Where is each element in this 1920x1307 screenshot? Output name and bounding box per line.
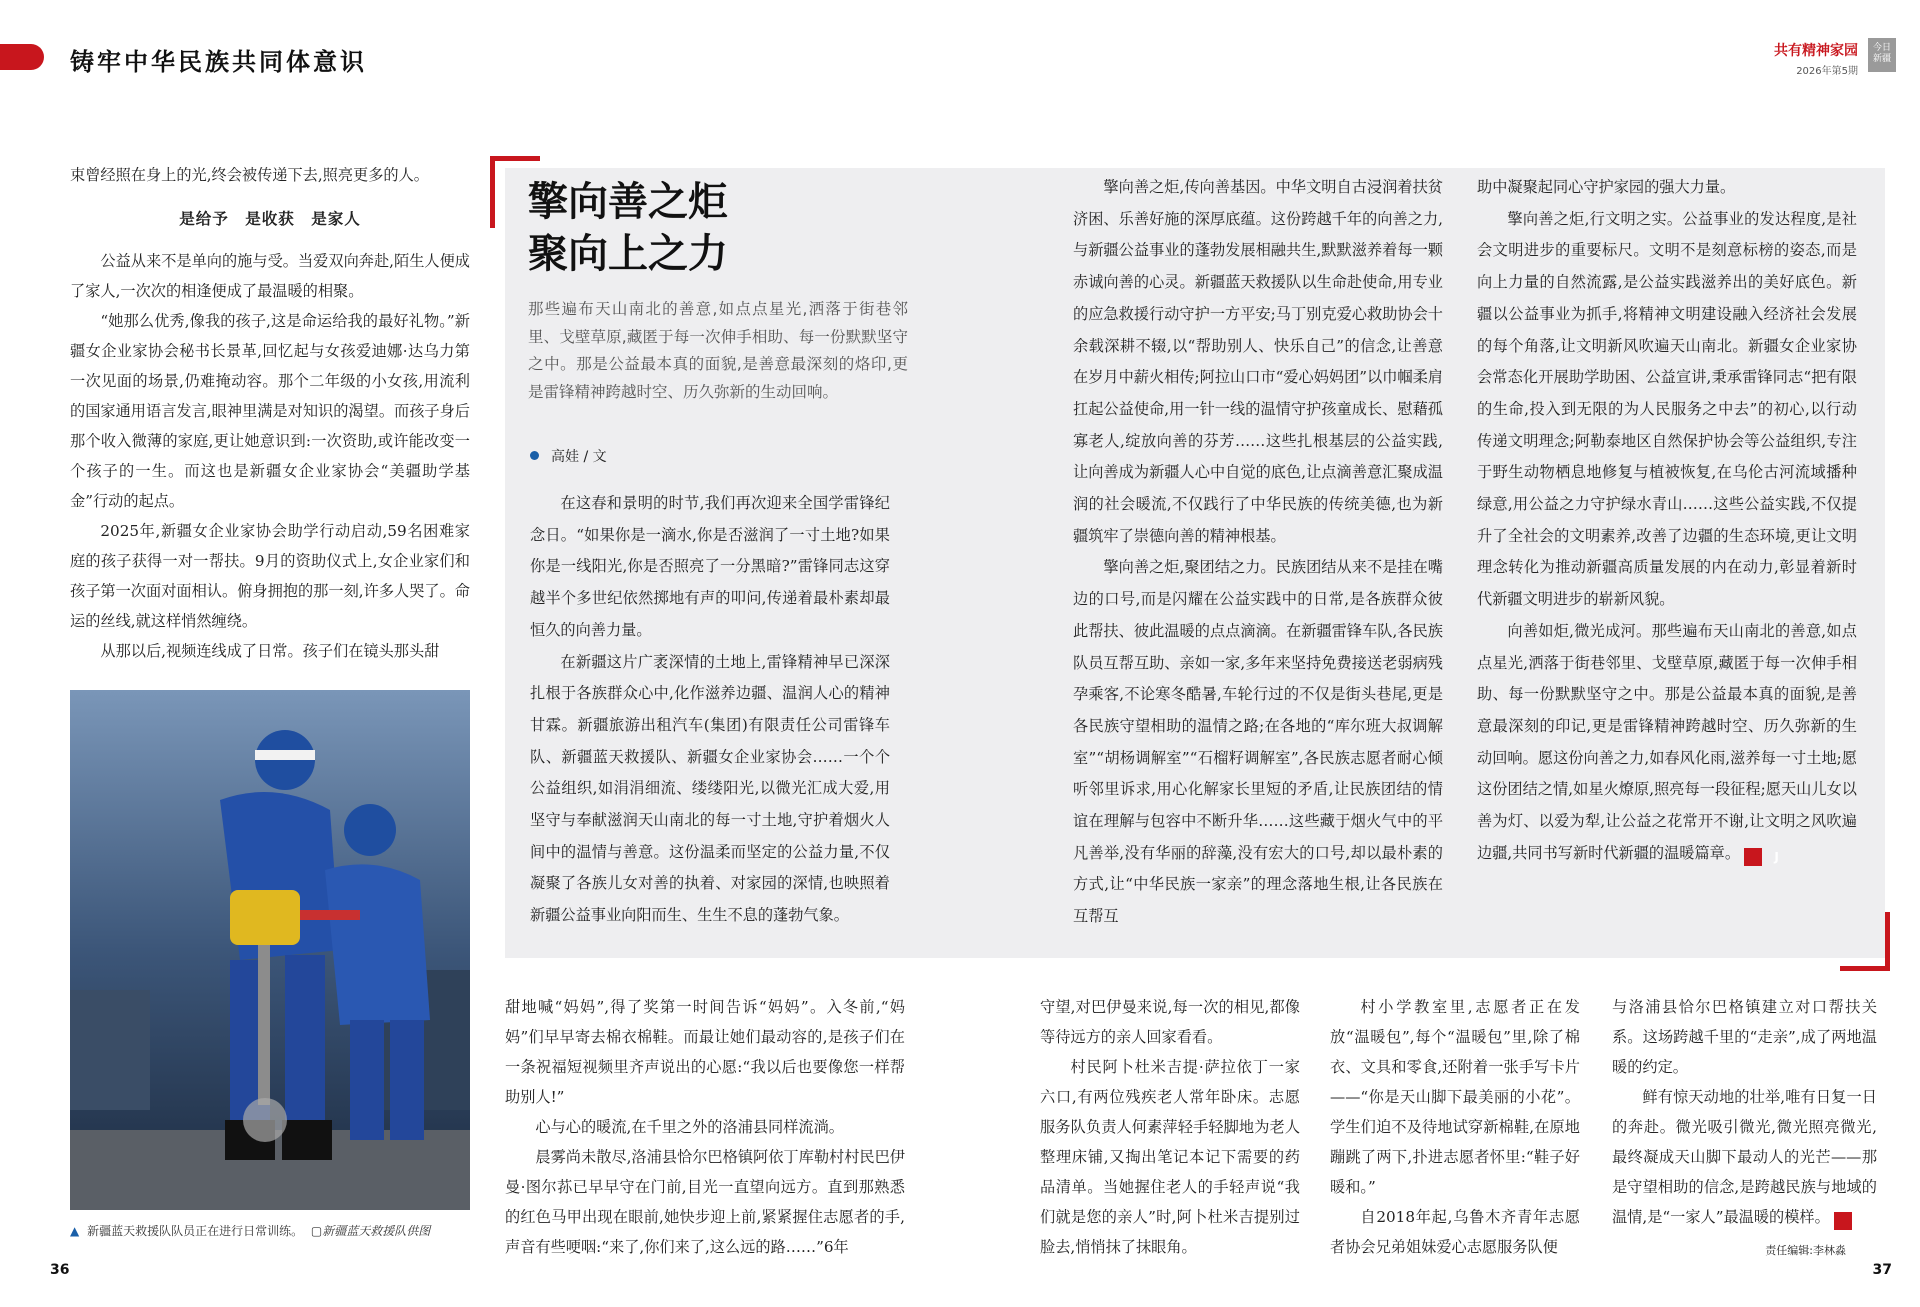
paragraph: “她那么优秀,像我的孩子,这是命运给我的最好礼物。”新疆女企业家协会秘书长景革,回忆起与女孩爱迪娜·达乌力第一次见面的场景,仍难掩动容。那个二年级的小女孩,用流利的国家通用语言发言,眼神里满是对知识的渴望。而孩子身后那个收入微薄的家庭,更让她意识到:一次资助,或许能改变一个孩子的一生。而这也是新疆女企业家协会“美疆助学基金”行动的起点。 [70,312,470,510]
column-header [1774,40,1858,77]
paragraph: 2025年,新疆女企业家协会助学行动启动,59名困难家庭的孩子获得一对一帮扶。9月的资助仪式上,女企业家们和孩子第一次面对面相认。俯身拥抱的那一刻,许多人哭了。命运的丝线,就这样悄然缠绕。 [70,522,470,630]
paragraph: 擎向善之炬,行文明之实。公益事业的发达程度,是社会文明进步的重要标尺。文明不是刻意标榜的姿态,而是向上力量的自然流露,是公益实践滋养出的美好底色。新疆以公益事业为抓手,将精神文明建设融入经济社会发展的每个角落,让文明新风吹遍天山南北。新疆女企业家协会常态化开展助学助困、公益宣讲,秉承雷锋同志“把有限的生命,投入到无限的为人民服务之中去”的初心,以行动传递文明理念;阿勒泰地区自然保护协会等公益组织,专注于野生动物栖息地修复与植被恢复,在乌伦古河流域播种绿意,用公益之力守护绿水青山……这些公益实践,不仅提升了全社会的文明素养,改善了边疆的生态环境,更让文明理念转化为推动新疆高质量发展的内在动力,彰显着新时代新疆文明进步的崭新风貌。 [1477,209,1857,609]
paragraph: 在这春和景明的时节,我们再次迎来全国学雷锋纪念日。“如果你是一滴水,你是否滋润了一寸土地?如果你是一线阳光,你是否照亮了一分黑暗?”雷锋同志这穿越半个多世纪依然掷地有声的叩问,传递着最朴素却最恒久的向善力量。 [530,494,890,639]
byline-dot-icon [530,451,539,460]
paragraph: 助中凝聚起同心守护家园的强大力量。 [1477,178,1736,196]
section-title: 铸牢中华民族共同体意识 [70,48,367,76]
section-tab-marker [0,44,44,70]
paragraph: 擎向善之炬,传向善基因。中华文明自古浸润着扶贫济困、乐善好施的深厚底蕴。这份跨越千年的向善之力,与新疆公益事业的蓬勃发展相融共生,默默滋养着每一颗赤诚向善的心灵。新疆蓝天救援队以生命赴使命,用专业的应急救援行动守护一方平安;马丁别克爱心救助协会十余载深耕不辍,以“帮助别人、快乐自己”的信念,让善意在岁月中薪火相传;阿拉山口市“爱心妈妈团”以巾帼柔肩扛起公益使命,用一针一线的温情守护孩童成长、慰藉孤寡老人,绽放向善的芬芳……这些扎根基层的公益实践,让向善成为新疆人心中自觉的底色,让点滴善意汇聚成温润的社会暖流,不仅践行了中华民族的传统美德,也为新疆筑牢了崇德向善的精神根基。 [1073,178,1443,545]
page-number-right: 37 [1872,1262,1892,1278]
byline-text: 高娃 / 文 [551,449,607,465]
paragraph: 从那以后,视频连线成了日常。孩子们在镜头那头甜 [100,642,440,660]
caption-triangle-icon: ▲ [70,1224,80,1238]
feature-column-1 [530,488,890,932]
paragraph: 晨雾尚未散尽,洛浦县恰尔巴格镇阿依丁库勒村村民巴伊曼·图尔荪已早早守在门前,目光一直望向远方。直到那熟悉的红色马甲出现在眼前,她快步迎上前,紧紧握住志愿者的手,声音有些哽咽:“来了,你们来了,这么远的路……”6年 [505,1148,905,1256]
headline-line-1: 擎向善之炬 [528,179,728,225]
byline [530,446,607,466]
photo-illustration [70,690,470,1210]
frame-corner-bottom-right-vertical [1885,912,1890,971]
paragraph: 守望,对巴伊曼来说,每一次的相见,都像等待远方的亲人回家看看。 [1040,998,1300,1046]
paragraph [1612,1082,1877,1232]
paragraph: 自2018年起,乌鲁木齐青年志愿者协会兄弟姐妹爱心志愿服务队便 [1330,1208,1580,1256]
column-name: 共有精神家园 [1774,43,1858,59]
paragraph: 公益从来不是单向的施与受。当爱双向奔赴,陌生人便成了家人,一次次的相逢便成了最温暖的相聚。 [70,252,470,300]
bottom-column-4 [1612,992,1877,1232]
headline-line-2: 聚向上之力 [528,231,728,277]
frame-corner-top-left [490,156,540,161]
paragraph [1477,616,1857,870]
feature-column-2 [1073,172,1443,933]
paragraph: 与洛浦县恰尔巴格镇建立对口帮扶关系。这场跨越千里的“走亲”,成了两地温暖的约定。 [1612,998,1877,1076]
magazine-logo-badge: 今日 新疆 [1868,38,1896,72]
rescue-training-photo [70,690,470,1210]
paragraph: 村小学教室里,志愿者正在发放“温暖包”,每个“温暖包”里,除了棉衣、文具和零食,还附着一张手写卡片——“你是天山脚下最美丽的小花”。学生们迫不及待地试穿新棉鞋,在原地蹦跳了两下,扑进志愿者怀里:“鞋子好暖和。” [1330,998,1580,1196]
bottom-column-2 [1040,992,1300,1262]
feature-column-3 [1477,172,1857,869]
paragraph: 束曾经照在身上的光,终会被传递下去,照亮更多的人。 [70,166,429,184]
paragraph: 村民阿卜杜米吉提·萨拉依丁一家六口,有两位残疾老人常年卧床。志愿服务队负责人何素萍轻手轻脚地为老人整理床铺,又掏出笔记本记下需要的药品清单。当她握住老人的手轻声说“我们就是您的亲人”时,阿卜杜米吉提别过脸去,悄悄抹了抹眼角。 [1040,1058,1300,1256]
feature-headline [528,176,728,280]
paragraph-text: 鲜有惊天动地的壮举,唯有日复一日的奔赴。微光吸引微光,微光照亮微光,最终凝成天山脚下最动人的光芒——那是守望相助的信念,是跨越民族与地域的温情,是“一家人”最温暖的模样。 [1612,1088,1877,1226]
caption-text: 新疆蓝天救援队队员正在进行日常训练。 [87,1224,304,1238]
photo-credit: ▢新疆蓝天救援队供图 [310,1224,431,1238]
paragraph: 甜地喊“妈妈”,得了奖第一时间告诉“妈妈”。入冬前,“妈妈”们早早寄去棉衣棉鞋。而最让她们最动容的,是孩子们在一条祝福短视频里齐声说出的心愿:“我以后也要像您一样帮助别人!” [505,998,905,1106]
feature-lead: 那些遍布天山南北的善意,如点点星光,洒落于街巷邻里、戈壁草原,藏匿于每一次伸手相助、每一份默默坚守之中。那是公益最本真的面貌,是善意最深刻的烙印,更是雷锋精神跨越时空、历久弥新的生动回响。 [528,300,908,401]
left-column-1 [70,160,470,666]
issue-number: 2026年第5期 [1796,66,1858,77]
paragraph: 擎向善之炬,聚团结之力。民族团结从来不是挂在嘴边的口号,而是闪耀在公益实践中的日常,是各族群众彼此帮扶、彼此温暖的点点滴滴。在新疆雷锋车队,各民族队员互帮互助、亲如一家,多年来坚持免费接送老弱病残孕乘客,不论寒冬酷暑,车轮行过的不仅是街头巷尾,更是各民族守望相助的温情之路;在各地的“库尔班大叔调解室”“胡杨调解室”“石榴籽调解室”,各民族志愿者耐心倾听邻里诉求,用心化解家长里短的矛盾,让民族团结的情谊在理解与包容中不断升华……这些藏于烟火气中的平凡善举,没有华丽的辞藻,没有宏大的口号,却以最朴素的方式,让“中华民族一家亲”的理念落地生根,让各民族在互帮互 [1073,558,1443,926]
paragraph: 在新疆这片广袤深情的土地上,雷锋精神早已深深扎根于各族群众心中,化作滋养边疆、温润人心的精神甘霖。新疆旅游出租汽车(集团)有限责任公司雷锋车队、新疆蓝天救援队、新疆女企业家协会……一个个公益组织,如涓涓细流、缕缕阳光,以微光汇成大爱,用坚守与奉献滋润天山南北的每一寸土地,守护着烟火人间中的温情与善意。这份温柔而坚定的公益力量,不仅凝聚了各族儿女对善的执着、对家园的深情,也映照着新疆公益事业向阳而生、生生不息的蓬勃气象。 [530,652,890,925]
subheading: 是给予 是收获 是家人 [179,210,361,228]
editor-credit: 责任编辑:李林淼 [1765,1244,1846,1257]
bottom-column-3 [1330,992,1580,1262]
bottom-column-1 [505,992,905,1262]
paragraph: 心与心的暖流,在千里之外的洛浦县同样流淌。 [535,1118,844,1136]
end-mark-icon: J [1834,1212,1852,1230]
page-number-left: 36 [50,1262,70,1278]
frame-corner-bottom-right [1840,966,1890,971]
end-mark-icon: J [1744,848,1762,866]
paragraph-text: 向善如炬,微光成河。那些遍布天山南北的善意,如点点星光,洒落于街巷邻里、戈壁草原,藏匿于每一次伸手相助、每一份默默坚守之中。那是公益最本真的面貌,是善意最深刻的印记,更是雷锋精神跨越时空、历久弥新的生动回响。愿这份向善之力,如春风化雨,滋养每一寸土地;愿这份团结之情,如星火燎原,照亮每一段征程;愿天山儿女以善为灯、以爱为犁,让公益之花常开不谢,让文明之风吹遍边疆,共同书写新时代新疆的温暖篇章。 [1477,621,1857,862]
photo-caption [70,1222,490,1239]
frame-corner-top-left-vertical [490,156,495,228]
